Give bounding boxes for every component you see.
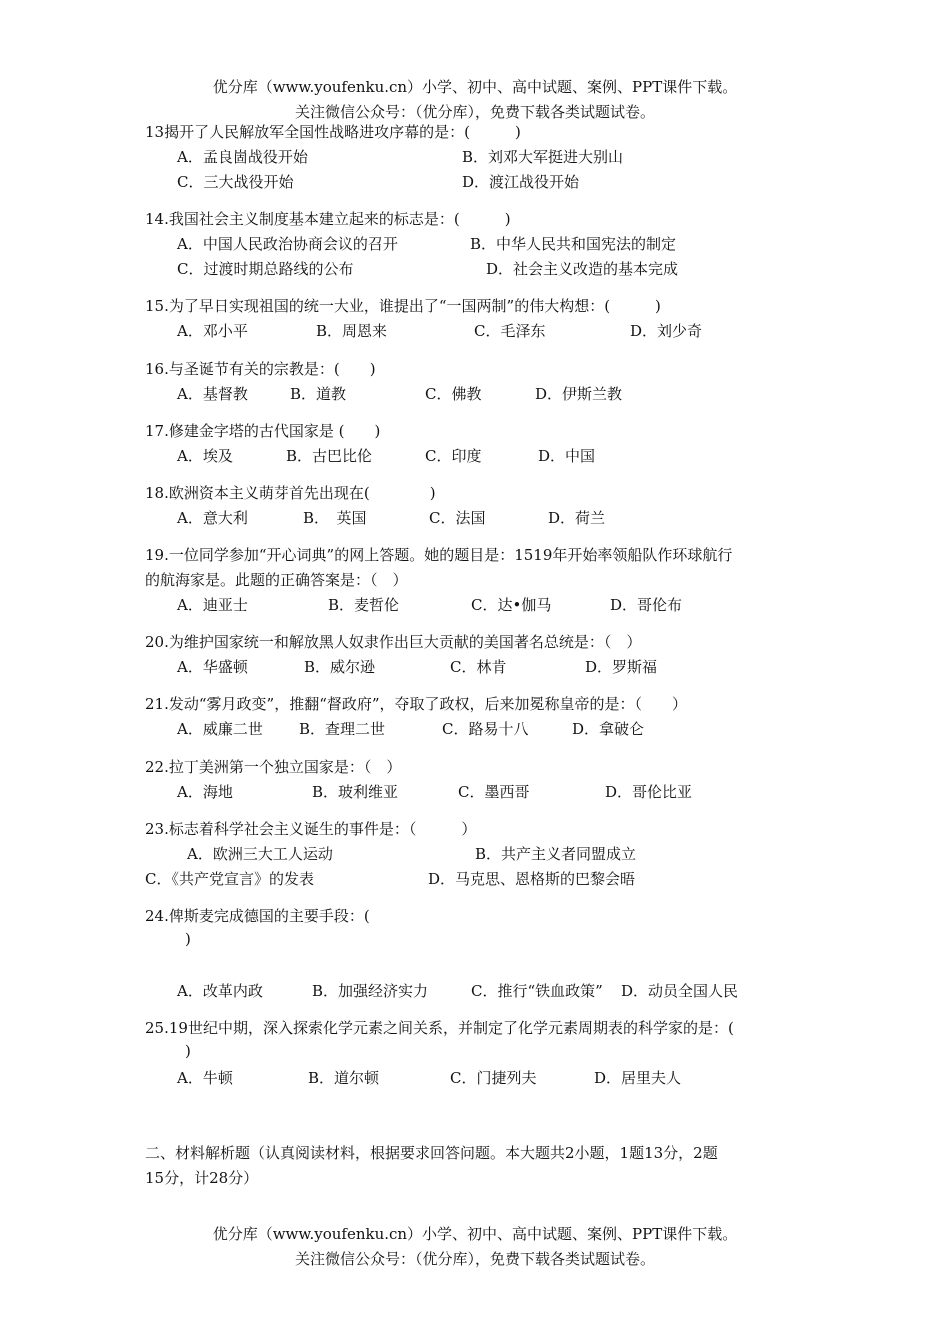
question-14-option-a: A．中国人民政治协商会议的召开 <box>177 235 398 253</box>
question-17-option-a: A．埃及 <box>177 447 233 465</box>
question-20-option-c: C．林肯 <box>450 658 507 676</box>
question-25-option-d: D．居里夫人 <box>594 1069 682 1087</box>
section-2-heading: 二、材料解析题（认真阅读材料，根据要求回答问题。本大题共2小题，1题13分，2题 <box>145 1144 718 1162</box>
question-20-option-d: D．罗斯福 <box>585 658 658 676</box>
question-21-option-c: C．路易十八 <box>442 720 529 738</box>
question-19-option-a: A．迪亚士 <box>177 596 248 614</box>
question-13-option-c: C．三大战役开始 <box>177 173 294 191</box>
question-23-option-c: C．《共产党宣言》的发表 <box>145 870 314 888</box>
question-15-option-a: A．邓小平 <box>177 322 248 340</box>
question-14-option-b: B．中华人民共和国宪法的制定 <box>470 235 677 253</box>
question-18-option-b: B． 英国 <box>303 509 367 527</box>
question-19-option-c: C．达•伽马 <box>471 596 552 614</box>
question-23-stem: 23.标志着科学社会主义诞生的事件是：（ ） <box>145 820 477 838</box>
question-23-option-b: B．共产主义者同盟成立 <box>475 845 637 863</box>
question-20-option-b: B．威尔逊 <box>304 658 376 676</box>
question-22-option-a: A．海地 <box>177 783 233 801</box>
question-25-stem-continued: ) <box>185 1042 191 1060</box>
question-19-stem: 19.一位同学参加“开心词典”的网上答题。她的题目是：1519年开始率领船队作环球航行 <box>145 546 733 564</box>
question-21-option-b: B．查理二世 <box>299 720 386 738</box>
question-24-stem: 24.俾斯麦完成德国的主要手段：( <box>145 907 370 925</box>
question-24-option-d: D．动员全国人民 <box>621 982 739 1000</box>
question-17-stem: 17.修建金字塔的古代国家是 ( ) <box>145 422 381 440</box>
footer-line-1: 优分库（www.youfenku.cn）小学、初中、高中试题、案例、PPT课件下载。 <box>212 1225 738 1243</box>
question-25-option-c: C．门捷列夫 <box>450 1069 537 1087</box>
header-line-2: 关注微信公众号：（优分库），免费下载各类试题试卷。 <box>294 103 655 121</box>
question-25-option-b: B．道尔顿 <box>308 1069 380 1087</box>
question-18-stem: 18.欧洲资本主义萌芽首先出现在( ) <box>145 484 436 502</box>
question-24-stem-continued: ) <box>185 930 191 948</box>
question-24-option-c: C．推行“铁血政策” <box>471 982 603 1000</box>
question-17-option-d: D．中国 <box>538 447 596 465</box>
question-17-option-b: B．古巴比伦 <box>286 447 373 465</box>
question-13-option-b: B．刘邓大军挺进大别山 <box>462 148 624 166</box>
question-15-option-c: C．毛泽东 <box>474 322 546 340</box>
question-16-stem: 16.与圣诞节有关的宗教是：( ) <box>145 360 376 378</box>
question-17-option-c: C．印度 <box>425 447 482 465</box>
question-13-option-a: A．孟良崮战役开始 <box>177 148 308 166</box>
question-22-option-b: B．玻利维亚 <box>312 783 399 801</box>
question-24-option-b: B．加强经济实力 <box>312 982 429 1000</box>
question-21-stem: 21.发动“雾月政变”，推翻“督政府”，夺取了政权，后来加冕称皇帝的是：（ ） <box>145 695 688 713</box>
question-25-stem: 25.19世纪中期，深入探索化学元素之间关系，并制定了化学元素周期表的科学家的是：( <box>145 1019 734 1037</box>
question-14-option-d: D．社会主义改造的基本完成 <box>486 260 679 278</box>
question-16-option-a: A．基督教 <box>177 385 248 403</box>
question-23-option-d: D．马克思、恩格斯的巴黎会晤 <box>428 870 636 888</box>
question-15-option-d: D．刘少奇 <box>630 322 703 340</box>
section-2-heading-continued: 15分，计28分） <box>145 1169 259 1187</box>
question-21-option-d: D．拿破仑 <box>572 720 645 738</box>
question-15-option-b: B．周恩来 <box>316 322 388 340</box>
question-24-option-a: A．改革内政 <box>177 982 263 1000</box>
question-25-option-a: A．牛顿 <box>177 1069 233 1087</box>
question-21-option-a: A．威廉二世 <box>177 720 263 738</box>
question-18-option-d: D．荷兰 <box>548 509 606 527</box>
question-16-option-c: C．佛教 <box>425 385 482 403</box>
question-19-option-d: D．哥伦布 <box>610 596 683 614</box>
question-22-stem: 22.拉丁美洲第一个独立国家是：（ ） <box>145 758 402 776</box>
question-13-stem: 13揭开了人民解放军全国性战略进攻序幕的是：( ) <box>145 123 521 141</box>
question-16-option-d: D．伊斯兰教 <box>535 385 623 403</box>
question-22-option-d: D．哥伦比亚 <box>605 783 693 801</box>
question-18-option-a: A．意大利 <box>177 509 248 527</box>
question-19-stem-continued: 的航海家是。此题的正确答案是：（ ） <box>145 571 408 589</box>
question-14-option-c: C．过渡时期总路线的公布 <box>177 260 354 278</box>
question-19-option-b: B．麦哲伦 <box>328 596 400 614</box>
question-13-option-d: D．渡江战役开始 <box>462 173 580 191</box>
question-20-stem: 20.为维护国家统一和解放黑人奴隶作出巨大贡献的美国著名总统是：（ ） <box>145 633 642 651</box>
header-line-1: 优分库（www.youfenku.cn）小学、初中、高中试题、案例、PPT课件下载。 <box>212 78 738 96</box>
question-23-option-a: A．欧洲三大工人运动 <box>187 845 333 863</box>
question-14-stem: 14.我国社会主义制度基本建立起来的标志是：( ) <box>145 210 511 228</box>
footer-line-2: 关注微信公众号：（优分库），免费下载各类试题试卷。 <box>294 1250 655 1268</box>
question-20-option-a: A．华盛顿 <box>177 658 248 676</box>
question-22-option-c: C．墨西哥 <box>458 783 530 801</box>
question-15-stem: 15.为了早日实现祖国的统一大业，谁提出了“一国两制”的伟大构想：( ) <box>145 297 661 315</box>
question-16-option-b: B．道教 <box>290 385 347 403</box>
question-18-option-c: C．法国 <box>429 509 486 527</box>
